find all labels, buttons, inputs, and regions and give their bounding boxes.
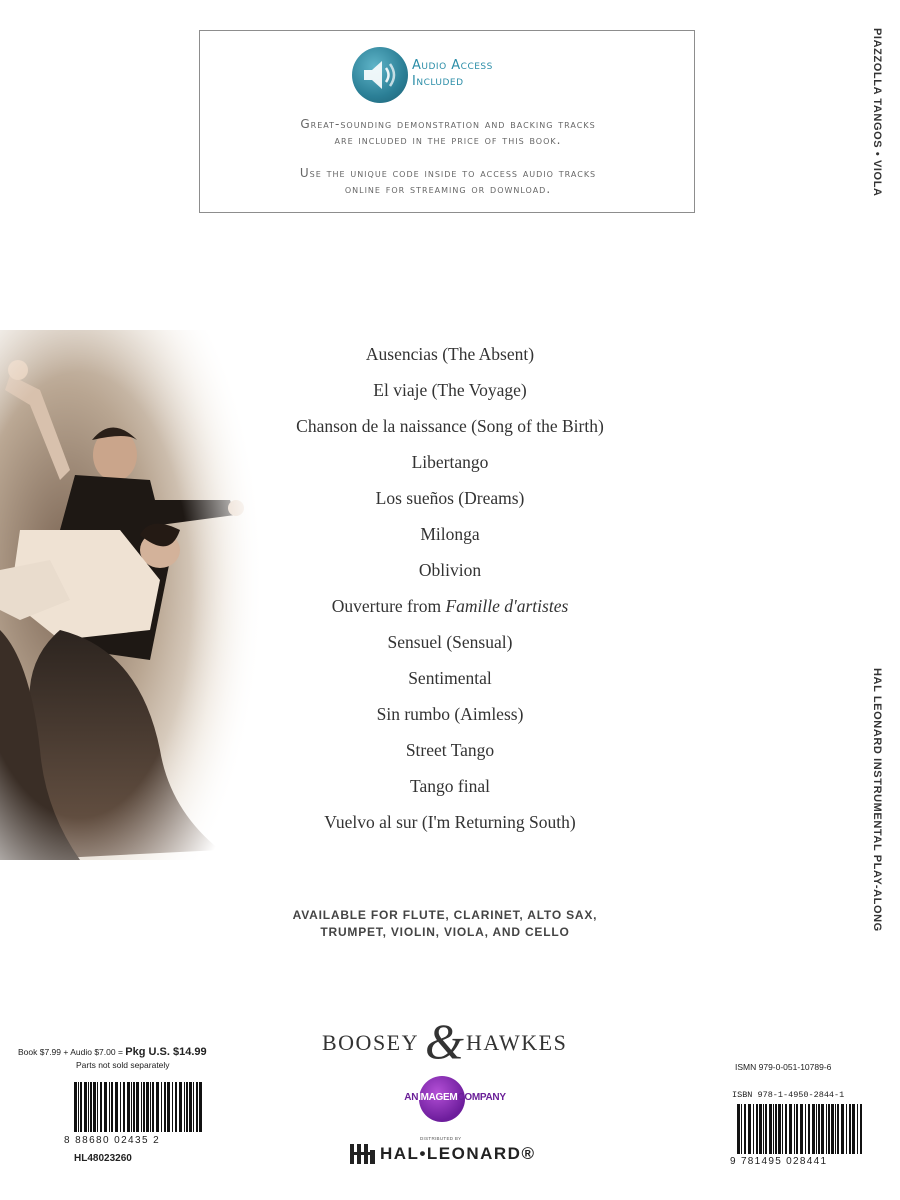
barcode-bar	[769, 1104, 772, 1154]
imagem-an: AN	[404, 1092, 419, 1103]
upc-barcode	[74, 1082, 202, 1132]
audio-title-line2: Included	[412, 74, 464, 89]
barcode-bar	[808, 1104, 810, 1154]
song-item: Los sueños (Dreams)	[375, 488, 525, 508]
barcode-bar	[816, 1104, 817, 1154]
barcode-bar	[97, 1082, 98, 1132]
barcode-bar	[789, 1104, 792, 1154]
imagem-text	[375, 1092, 535, 1103]
price-breakdown: Book $7.99 + Audio $7.00 =	[18, 1047, 126, 1057]
tango-dancers-image	[0, 330, 265, 860]
barcode-bar	[196, 1082, 198, 1132]
barcode-bar	[846, 1104, 847, 1154]
song-item: Sensuel (Sensual)	[387, 632, 513, 652]
barcode-bar	[800, 1104, 803, 1154]
barcode-bar	[828, 1104, 830, 1154]
barcode-bar	[136, 1082, 139, 1132]
barcode-bar	[84, 1082, 87, 1132]
barcode-bar	[175, 1082, 177, 1132]
barcode-bar	[860, 1104, 862, 1154]
isbn-barcode	[737, 1104, 865, 1154]
barcode-bar	[763, 1104, 764, 1154]
ampersand: &	[425, 1013, 464, 1069]
price-line	[18, 1046, 258, 1058]
barcode-bar	[765, 1104, 767, 1154]
song-item: Ausencias (The Absent)	[365, 344, 535, 364]
song-item: El viaje (The Voyage)	[373, 380, 527, 400]
barcode-bar	[759, 1104, 762, 1154]
barcode-bar	[199, 1082, 202, 1132]
audio-text1-line2: are included in the price of this book.	[334, 133, 562, 147]
audio-title-line1: Audio Access	[412, 58, 493, 73]
audio-text1-line1: Great-sounding demonstration and backing tracks	[300, 117, 596, 131]
song-item: Milonga	[420, 524, 480, 544]
speaker-icon	[352, 47, 408, 103]
song-item: Vuelvo al sur (I'm Returning South)	[324, 812, 576, 832]
audio-access-title	[412, 58, 552, 90]
imagem-logo	[375, 1076, 535, 1124]
barcode-bar	[127, 1082, 130, 1132]
barcode-bar	[852, 1104, 855, 1154]
imagem-company: COMPANY	[457, 1092, 506, 1103]
barcode-bar	[93, 1082, 96, 1132]
song-list	[250, 340, 650, 844]
audio-text2-line2: online for streaming or download.	[344, 182, 552, 196]
barcode-bar	[109, 1082, 110, 1132]
upc-digits: 8 88680 02435 2	[64, 1135, 161, 1146]
barcode-bar	[78, 1082, 79, 1132]
available-line1: AVAILABLE FOR FLUTE, CLARINET, ALTO SAX,	[292, 908, 598, 922]
barcode-bar	[150, 1082, 151, 1132]
barcode-bar	[90, 1082, 92, 1132]
barcode-bar	[773, 1104, 774, 1154]
barcode-bar	[794, 1104, 795, 1154]
barcode-bar	[111, 1082, 113, 1132]
barcode-bar	[741, 1104, 742, 1154]
barcode-bar	[164, 1082, 166, 1132]
barcode-bar	[156, 1082, 159, 1132]
package-price: Pkg U.S. $14.99	[125, 1046, 207, 1058]
audio-description-1	[208, 116, 688, 148]
barcode-bar	[161, 1082, 162, 1132]
song-item-italic-title: Famille d'artistes	[445, 596, 569, 616]
song-item: Tango final	[410, 776, 490, 796]
barcode-bar	[756, 1104, 758, 1154]
barcode-bar	[172, 1082, 173, 1132]
isbn-barcode-digits: 9 781495 028441	[730, 1156, 828, 1167]
spine-title: PIAZZOLLA TANGOS • VIOLA	[871, 28, 883, 197]
barcode-bar	[74, 1082, 77, 1132]
barcode-bar	[120, 1082, 121, 1132]
barcode-bar	[753, 1104, 754, 1154]
barcode-bar	[744, 1104, 746, 1154]
hal-leonard-name: HAL•LEONARD®	[380, 1144, 536, 1163]
barcode-bar	[812, 1104, 815, 1154]
available-instruments	[220, 907, 670, 941]
isbn-number: ISBN 978-1-4950-2844-1	[732, 1090, 845, 1100]
song-item: Street Tango	[405, 740, 495, 760]
audio-text2-line1: Use the unique code inside to access audio tracks	[299, 166, 597, 180]
ismn-number: ISMN 979-0-051-10789-6	[735, 1062, 832, 1072]
available-line2: TRUMPET, VIOLIN, VIOLA, AND CELLO	[320, 925, 570, 939]
barcode-bar	[115, 1082, 118, 1132]
song-item: Sin rumbo (Aimless)	[376, 704, 524, 724]
spine-series: HAL LEONARD INSTRUMENTAL PLAY-ALONG	[871, 668, 883, 932]
song-item	[250, 592, 650, 628]
hal-leonard-logo	[350, 1142, 560, 1168]
boosey-hawkes-logo	[300, 1013, 600, 1069]
barcode-bar	[179, 1082, 182, 1132]
barcode-bar	[104, 1082, 107, 1132]
barcode-bar	[775, 1104, 777, 1154]
barcode-bar	[123, 1082, 125, 1132]
barcode-bar	[143, 1082, 145, 1132]
barcode-bar	[782, 1104, 783, 1154]
barcode-bar	[152, 1082, 154, 1132]
barcode-bar	[133, 1082, 135, 1132]
song-item: Oblivion	[418, 560, 482, 580]
barcode-bar	[737, 1104, 740, 1154]
barcode-bar	[796, 1104, 798, 1154]
barcode-bar	[100, 1082, 102, 1132]
barcode-bar	[186, 1082, 188, 1132]
boosey-word: BOOSEY	[322, 1030, 420, 1055]
song-item: Chanson de la naissance (Song of the Birth)	[296, 416, 604, 436]
barcode-bar	[184, 1082, 185, 1132]
song-item: Libertango	[411, 452, 489, 472]
barcode-bar	[193, 1082, 194, 1132]
song-item: Sentimental	[408, 668, 492, 688]
song-item-text: Ouverture from	[331, 596, 442, 616]
parts-note: Parts not sold separately	[76, 1060, 170, 1070]
barcode-bar	[80, 1082, 82, 1132]
barcode-bar	[826, 1104, 827, 1154]
barcode-bar	[849, 1104, 851, 1154]
barcode-bar	[818, 1104, 820, 1154]
barcode-bar	[167, 1082, 170, 1132]
barcode-bar	[748, 1104, 751, 1154]
barcode-bar	[841, 1104, 844, 1154]
barcode-bar	[821, 1104, 824, 1154]
audio-description-2	[208, 165, 688, 197]
barcode-bar	[857, 1104, 858, 1154]
barcode-bar	[146, 1082, 149, 1132]
barcode-bar	[88, 1082, 89, 1132]
distributed-by-label: DISTRIBUTED BY	[420, 1136, 462, 1141]
barcode-bar	[831, 1104, 834, 1154]
barcode-bar	[837, 1104, 839, 1154]
hal-leonard-mark-icon	[350, 1142, 376, 1166]
barcode-bar	[785, 1104, 787, 1154]
hawkes-word: HAWKES	[466, 1030, 568, 1055]
barcode-bar	[805, 1104, 806, 1154]
barcode-bar	[835, 1104, 836, 1154]
barcode-bar	[189, 1082, 192, 1132]
hl-product-code: HL48023260	[74, 1153, 132, 1164]
imagem-mid: IMAGEM	[418, 1092, 458, 1103]
audio-access-box	[199, 30, 695, 213]
barcode-bar	[131, 1082, 132, 1132]
barcode-bar	[778, 1104, 781, 1154]
barcode-bar	[141, 1082, 142, 1132]
